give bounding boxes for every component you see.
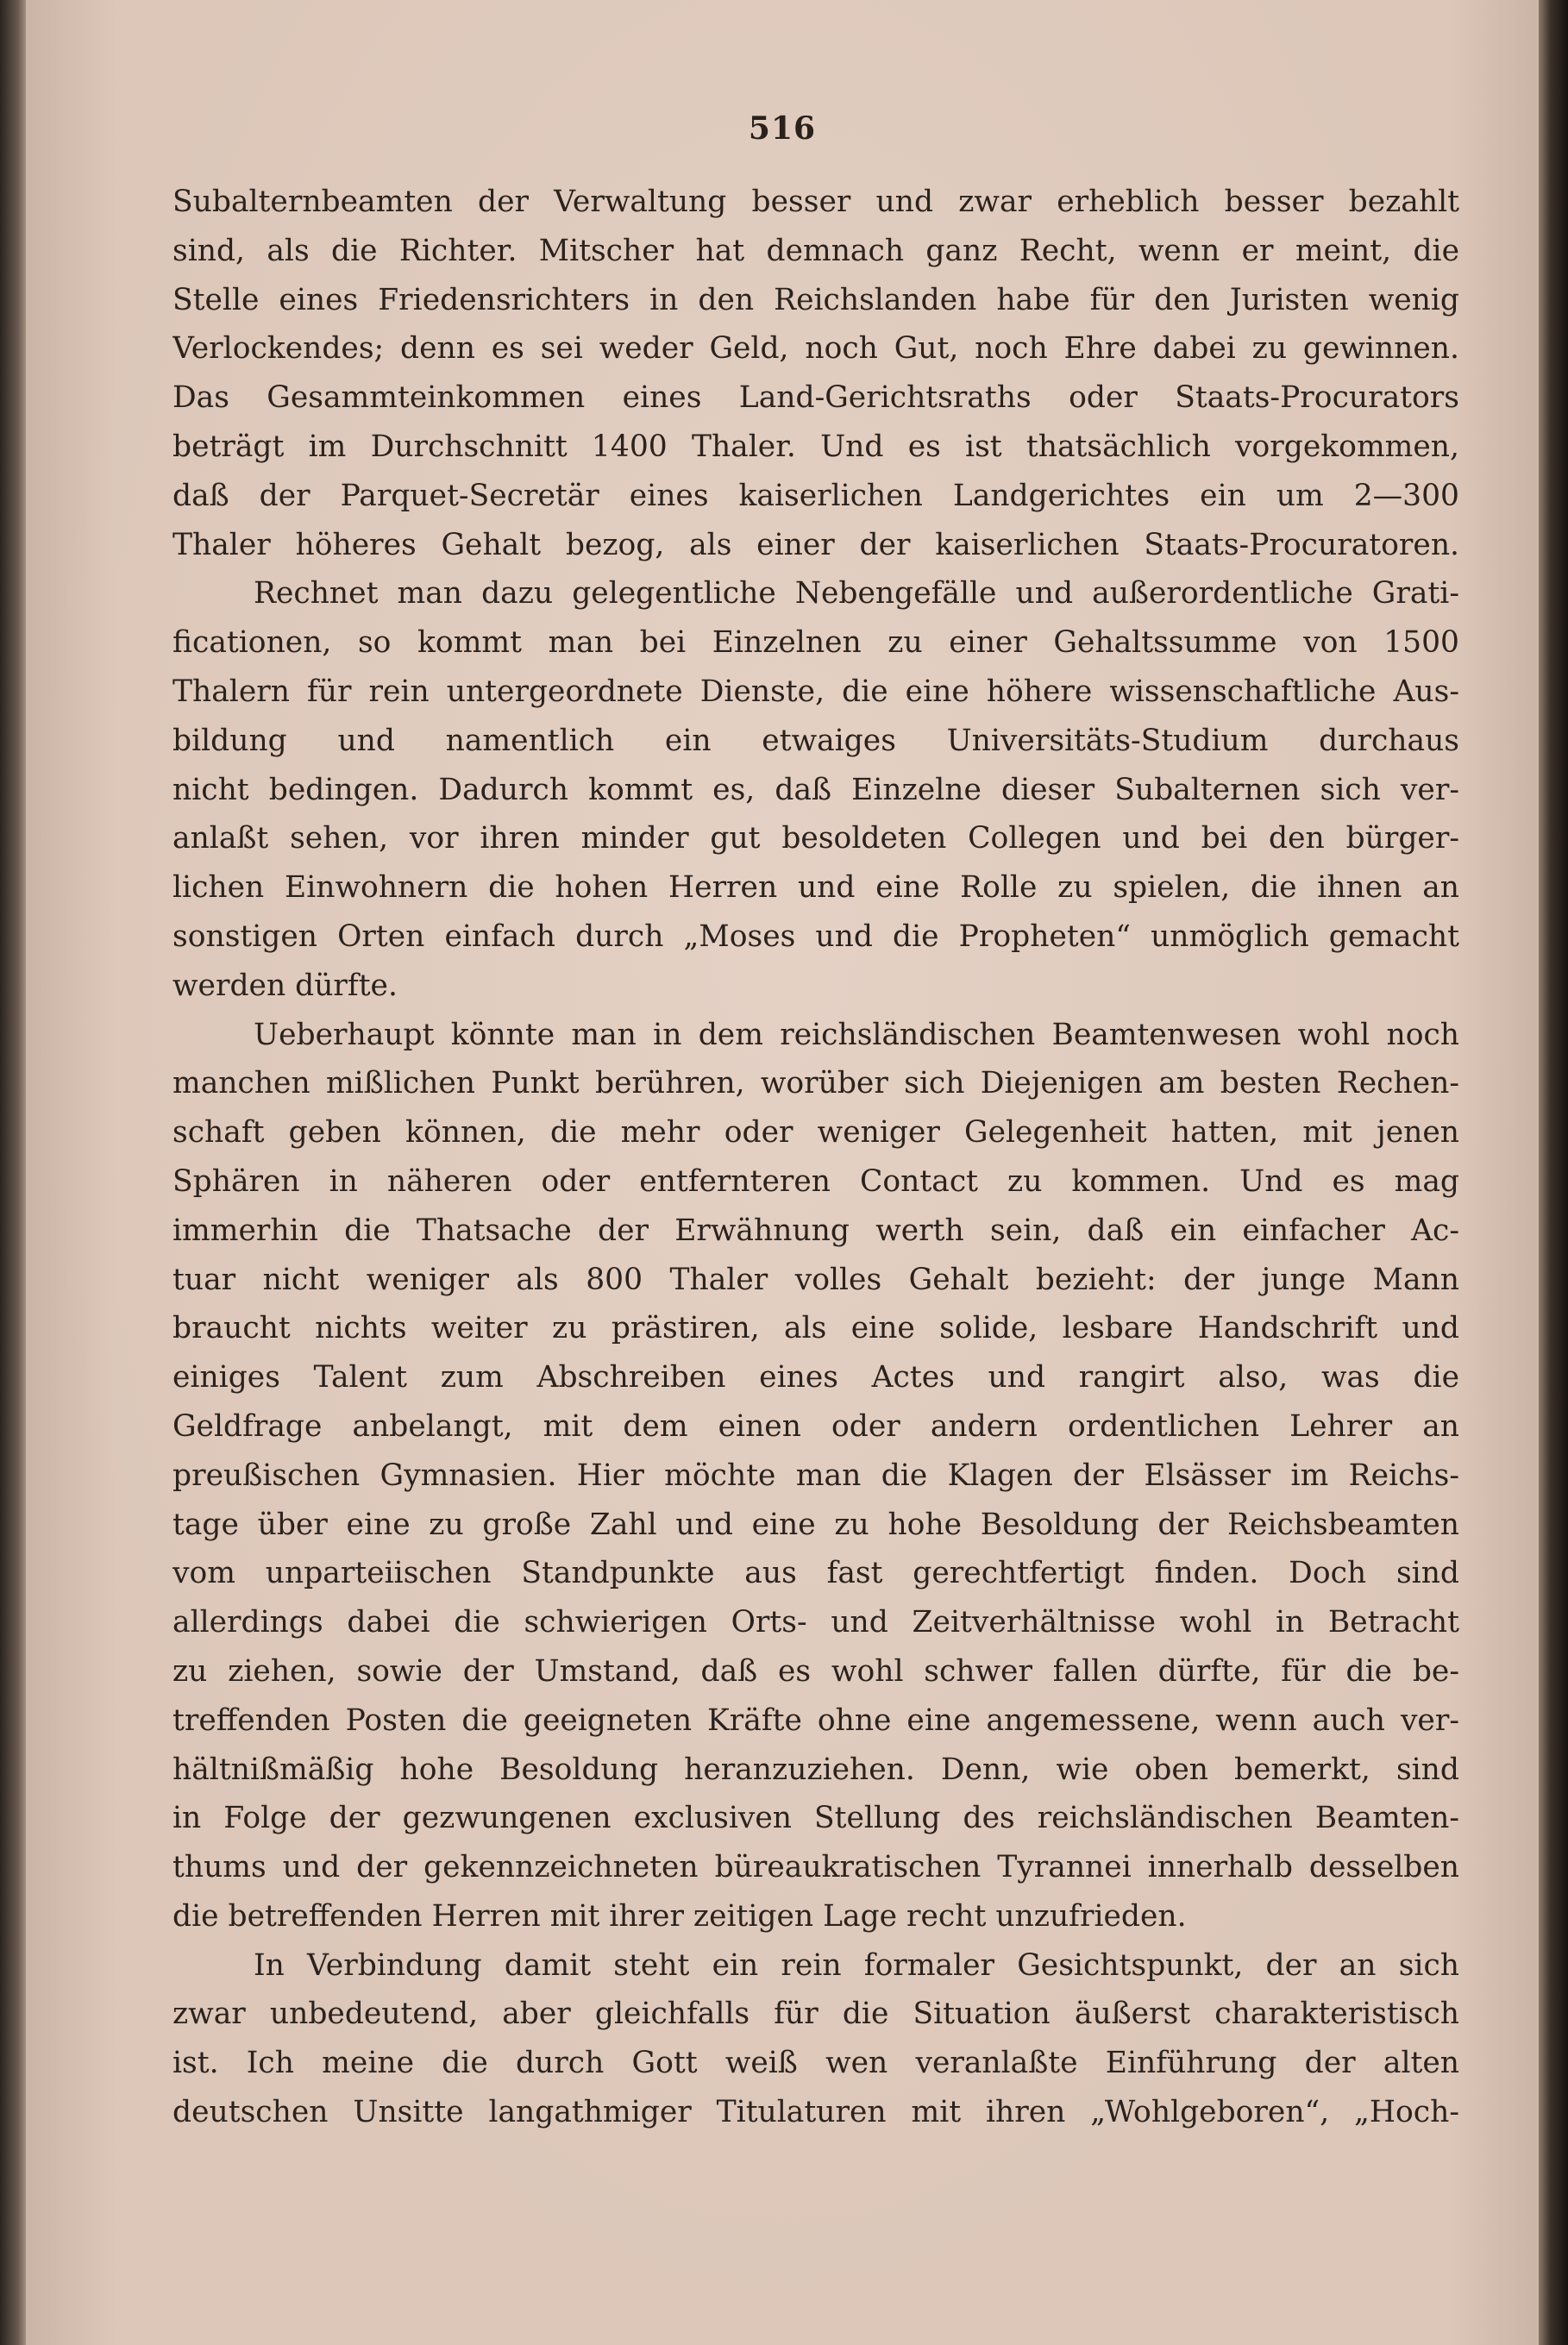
text-line: immerhin die Thatsache der Erwähnung werth sein, daß ein einfacher Ac-: [172, 1213, 1459, 1248]
text-line: Das Gesammteinkommen eines Land-Gerichtsraths oder Staats-Procurators: [172, 380, 1459, 416]
text-line: lichen Einwohnern die hohen Herren und eine Rolle zu spielen, die ihnen an: [172, 870, 1459, 906]
text-line: werden dürfte.: [172, 968, 398, 1003]
text-line: Thalern für rein untergeordnete Dienste, die eine höhere wissenschaftliche Aus-: [172, 674, 1459, 709]
text-line: tage über eine zu große Zahl und eine zu hohe Besoldung der Reichsbeamten: [172, 1507, 1459, 1542]
text-line: schaft geben können, die mehr oder weniger Gelegenheit hatten, mit jenen: [172, 1115, 1459, 1151]
text-line: anlaßt sehen, vor ihren minder gut besoldeten Collegen und bei den bürger-: [172, 821, 1459, 856]
text-line: Geldfrage anbelangt, mit dem einen oder andern ordentlichen Lehrer an: [172, 1408, 1459, 1444]
text-line: Subalternbeamten der Verwaltung besser und zwar erheblich besser bezahlt: [172, 185, 1459, 219]
book-page: [26, 0, 1539, 2345]
text-line: allerdings dabei die schwierigen Orts- und Zeitverhältnisse wohl in Betracht: [172, 1605, 1459, 1640]
text-line: Stelle eines Friedensrichters in den Reichslanden habe für den Juristen wenig: [172, 282, 1459, 317]
text-line: Thaler höheres Gehalt bezog, als einer der kaiserlichen Staats-Procuratoren.: [172, 527, 1459, 562]
text-line: nicht bedingen. Dadurch kommt es, daß Einzelne dieser Subalternen sich ver-: [172, 772, 1459, 807]
text-line: Rechnet man dazu gelegentliche Nebengefälle und außerordentliche Grati-: [254, 576, 1459, 611]
text-line: tuar nicht weniger als 800 Thaler volles Gehalt bezieht: der junge Mann: [172, 1262, 1459, 1297]
text-line: die betreffenden Herren mit ihrer zeitigen Lage recht unzufrieden.: [172, 1898, 1187, 1934]
text-line: beträgt im Durchschnitt 1400 Thaler. Und es ist thatsächlich vorgekommen,: [172, 429, 1459, 464]
text-line: daß der Parquet-Secretär eines kaiserlichen Landgerichtes ein um 2—300: [172, 478, 1459, 513]
text-line: vom unparteiischen Standpunkte aus fast gerechtfertigt finden. Doch sind: [172, 1556, 1459, 1591]
text-line: ist. Ich meine die durch Gott weiß wen veranlaßte Einführung der alten: [172, 2046, 1459, 2081]
page-number: 516: [748, 110, 817, 147]
body-text: [172, 178, 1459, 2137]
text-line: bildung und namentlich ein etwaiges Universitäts-Studium durchaus: [172, 723, 1459, 758]
text-line: zwar unbedeutend, aber gleichfalls für die Situation äußerst charakteristisch: [172, 1997, 1459, 2032]
text-line: In Verbindung damit steht ein rein formaler Gesichtspunkt, der an sich: [254, 1947, 1459, 1983]
text-line: einiges Talent zum Abschreiben eines Actes und rangirt also, was die: [172, 1360, 1459, 1395]
text-line: braucht nichts weiter zu prästiren, als eine solide, lesbare Handschrift und: [172, 1311, 1459, 1346]
text-line: Ueberhaupt könnte man in dem reichsländischen Beamtenwesen wohl noch: [254, 1017, 1459, 1052]
text-line: treffenden Posten die geeigneten Kräfte ohne eine angemessene, wenn auch ver-: [172, 1702, 1459, 1738]
text-line: Sphären in näheren oder entfernteren Contact zu kommen. Und es mag: [172, 1163, 1459, 1199]
scan-edge-right: [1539, 0, 1568, 2345]
text-line: hältnißmäßig hohe Besoldung heranzuziehen. Denn, wie oben bemerkt, sind: [172, 1752, 1459, 1787]
text-line: thums und der gekennzeichneten büreaukratischen Tyrannei innerhalb desselben: [172, 1850, 1459, 1885]
text-line: manchen mißlichen Punkt berühren, worüber sich Diejenigen am besten Rechen-: [172, 1066, 1459, 1101]
text-line: Verlockendes; denn es sei weder Geld, noch Gut, noch Ehre dabei zu gewinnen.: [172, 331, 1459, 367]
text-line: deutschen Unsitte langathmiger Titulaturen mit ihren „Wohlgeboren“, „Hoch-: [172, 2095, 1459, 2130]
text-line: sind, als die Richter. Mitscher hat demnach ganz Recht, wenn er meint, die: [172, 233, 1459, 268]
scan-edge-left: [0, 0, 26, 2345]
text-line: zu ziehen, sowie der Umstand, daß es wohl schwer fallen dürfte, für die be-: [172, 1653, 1459, 1689]
text-line: preußischen Gymnasien. Hier möchte man die Klagen der Elsässer im Reichs-: [172, 1458, 1459, 1493]
text-line: in Folge der gezwungenen exclusiven Stellung des reichsländischen Beamten-: [172, 1801, 1459, 1836]
text-line: ficationen, so kommt man bei Einzelnen zu einer Gehaltssumme von 1500: [172, 625, 1459, 661]
text-line: sonstigen Orten einfach durch „Moses und die Propheten“ unmöglich gemacht: [172, 919, 1459, 954]
